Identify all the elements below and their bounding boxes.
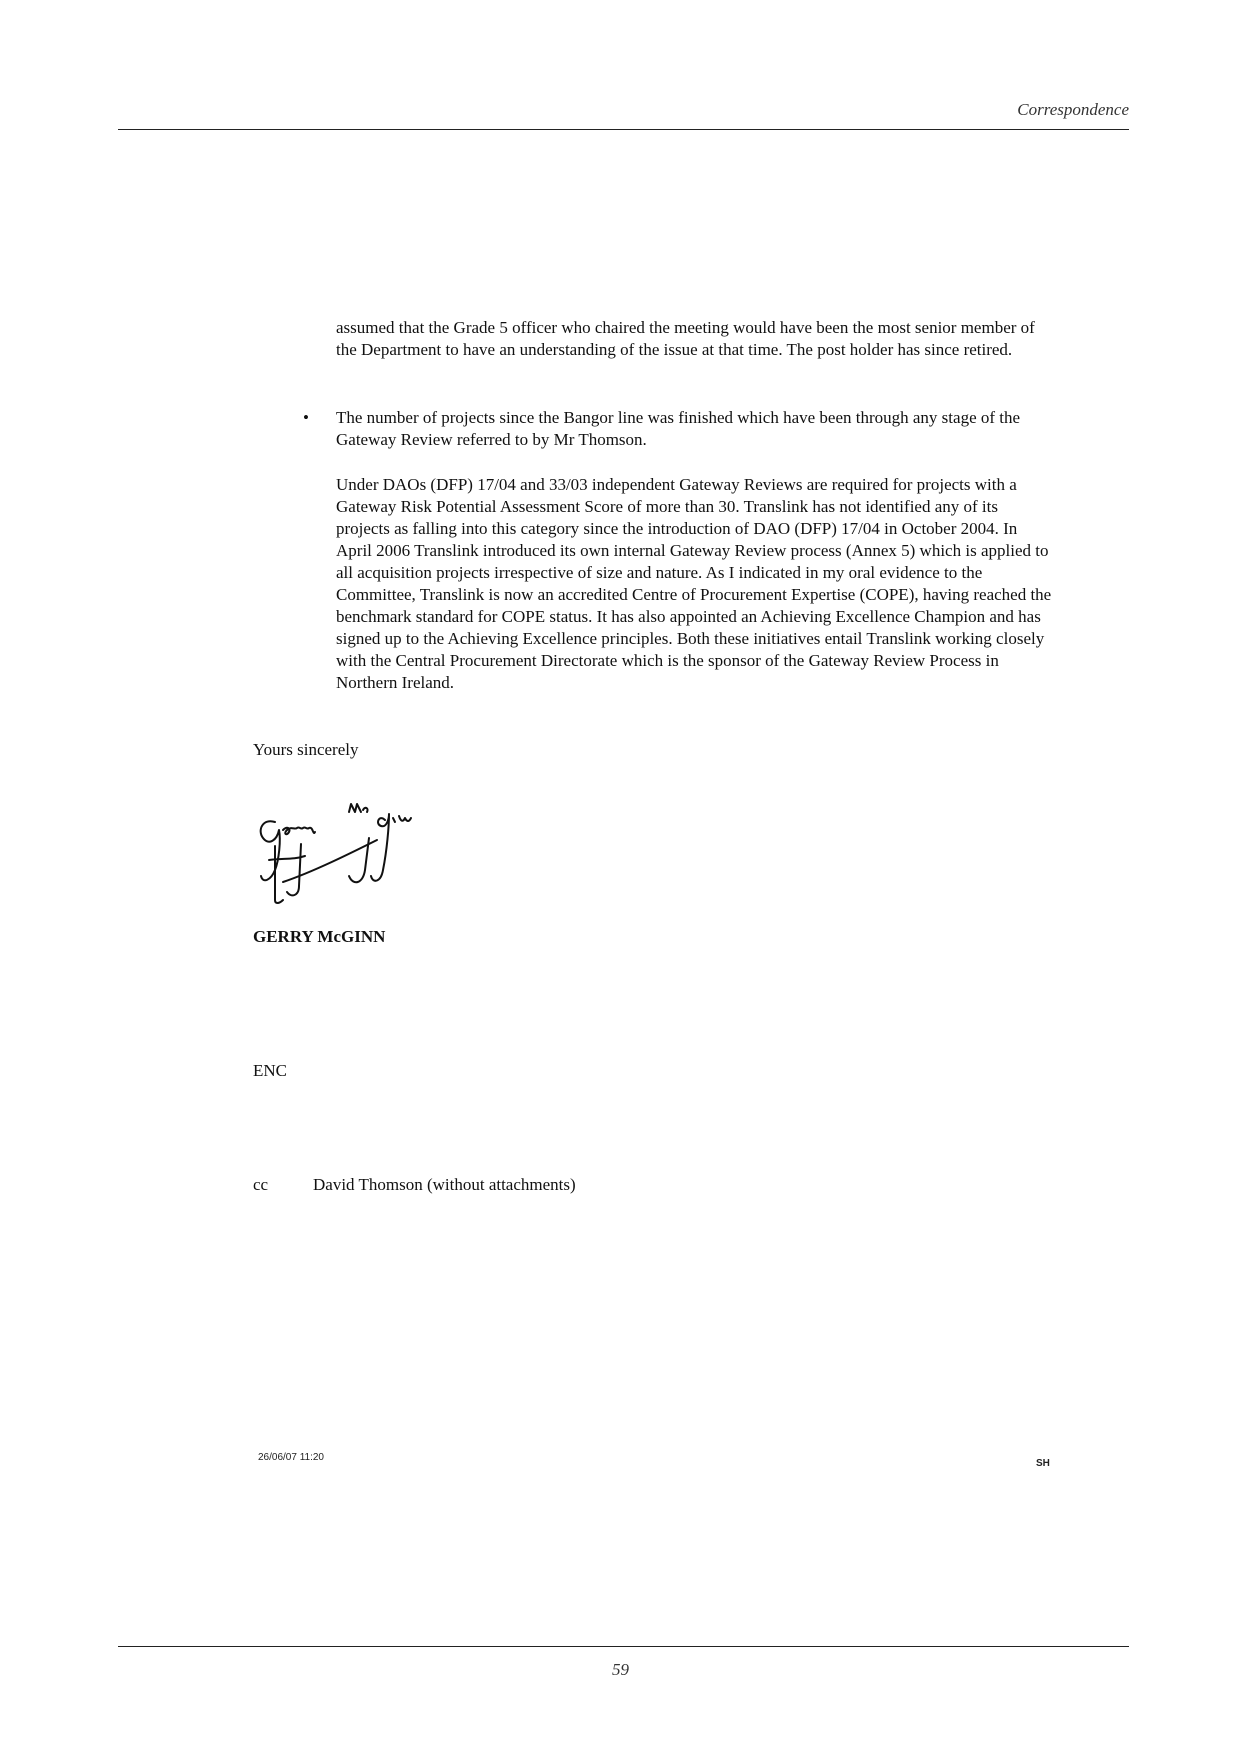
enclosure-marker: ENC	[253, 1061, 287, 1080]
fax-initials: SH	[1036, 1458, 1050, 1469]
cc-label: cc	[253, 1175, 269, 1194]
bullet-item: The number of projects since the Bangor line was finished which have been through any stage of the Gateway Review referred to by Mr Thomson.	[336, 408, 1021, 449]
header-rule	[118, 129, 1129, 130]
response-paragraph: Under DAOs (DFP) 17/04 and 33/03 independent Gateway Reviews are required for projects with a Gateway Risk Potential Assessment Score of more than 30. Translink has not identified any of its projects as falling into this category since the introduction of DAO (DFP) 17/04 in October 2004. In April 2006 Translink introduced its own internal Gateway Review process (Annex 5) which is applied to all acquisition projects irrespective of size and nature. As I indicated in my oral evidence to the Committee, Translink is now an accredited Centre of Procurement Expertise (COPE), having reached the benchmark standard for COPE status. It has also appointed an Achieving Excellence Champion and has signed up to the Achieving Excellence principles. Both these initiatives entail Translink working closely with the Central Procurement Directorate which is the sponsor of the Gateway Review Process in Northern Ireland.	[336, 475, 1052, 692]
closing: Yours sincerely	[253, 740, 359, 759]
running-header-title: Correspondence	[1017, 100, 1129, 119]
fax-timestamp: 26/06/07 11:20	[258, 1452, 324, 1463]
footer-rule	[118, 1646, 1129, 1647]
signatory-name: GERRY McGINN	[253, 927, 386, 946]
bullet-icon: •	[303, 408, 309, 427]
cc-recipient: David Thomson (without attachments)	[313, 1175, 576, 1194]
page-number: 59	[612, 1660, 629, 1679]
continued-paragraph: assumed that the Grade 5 officer who chaired the meeting would have been the most senior member of the Department to have an understanding of the issue at that time. The post holder has since retired.	[336, 318, 1035, 359]
handwritten-signature	[253, 800, 453, 910]
